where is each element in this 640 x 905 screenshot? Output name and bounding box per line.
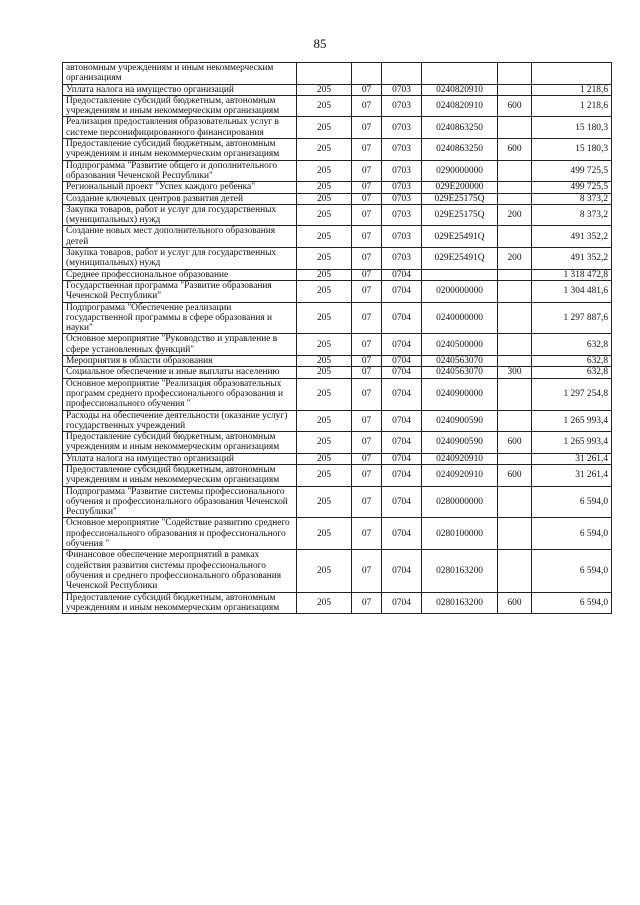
- cell-ministry-code: 205: [297, 95, 352, 117]
- cell-name: Социальное обеспечение и иные выплаты населению: [63, 367, 297, 378]
- cell-amount: 632,8: [532, 356, 612, 367]
- cell-amount: 632,8: [532, 367, 612, 378]
- cell-name: Подпрограмма "Развитие общего и дополнительного образования Чеченской Республики": [63, 160, 297, 182]
- cell-section: 07: [352, 518, 382, 550]
- cell-expense-type: [498, 280, 532, 302]
- cell-ministry-code: 205: [297, 160, 352, 182]
- cell-ministry-code: 205: [297, 248, 352, 270]
- budget-table: [62, 62, 612, 614]
- cell-section: 07: [352, 453, 382, 464]
- cell-amount: 31 261,4: [532, 453, 612, 464]
- cell-expense-type: [498, 160, 532, 182]
- cell-expense-type: [498, 226, 532, 248]
- cell-amount: 1 218,6: [532, 84, 612, 95]
- cell-expense-type: [498, 302, 532, 334]
- cell-target-article: 0240563070: [422, 367, 498, 378]
- cell-name: Предоставление субсидий бюджетным, автономным учреждениям и иным некоммерческим организациям: [63, 432, 297, 454]
- table-row: [63, 160, 612, 182]
- cell-target-article: 0240500000: [422, 334, 498, 356]
- cell-section: 07: [352, 356, 382, 367]
- cell-section: 07: [352, 302, 382, 334]
- table-row: [63, 367, 612, 378]
- cell-name: Подпрограмма "Развитие системы профессионального обучения и профессионального образования Чеченской Республики": [63, 486, 297, 518]
- cell-ministry-code: 205: [297, 193, 352, 204]
- cell-target-article: 029E25175Q: [422, 193, 498, 204]
- table-row: [63, 248, 612, 270]
- cell-expense-type: 300: [498, 367, 532, 378]
- cell-section: 07: [352, 204, 382, 226]
- cell-section: 07: [352, 280, 382, 302]
- cell-expense-type: [498, 182, 532, 193]
- cell-expense-type: [498, 269, 532, 280]
- cell-target-article: [422, 269, 498, 280]
- cell-expense-type: 600: [498, 432, 532, 454]
- cell-ministry-code: 205: [297, 464, 352, 486]
- cell-target-article: 0240863250: [422, 117, 498, 139]
- cell-subsection: 0704: [382, 269, 422, 280]
- cell-expense-type: [498, 453, 532, 464]
- cell-name: Предоставление субсидий бюджетным, автономным учреждениям и иным некоммерческим организациям: [63, 592, 297, 614]
- cell-target-article: 0240563070: [422, 356, 498, 367]
- cell-subsection: 0703: [382, 248, 422, 270]
- table-row: [63, 302, 612, 334]
- cell-section: [352, 63, 382, 85]
- cell-subsection: 0703: [382, 84, 422, 95]
- cell-target-article: 0240900000: [422, 378, 498, 410]
- cell-section: 07: [352, 334, 382, 356]
- table-row: [63, 269, 612, 280]
- cell-expense-type: [498, 117, 532, 139]
- cell-section: 07: [352, 226, 382, 248]
- cell-subsection: 0704: [382, 302, 422, 334]
- cell-name: Создание новых мест дополнительного образования детей: [63, 226, 297, 248]
- cell-ministry-code: 205: [297, 84, 352, 95]
- cell-amount: 8 373,2: [532, 193, 612, 204]
- cell-name: Предоставление субсидий бюджетным, автономным учреждениям и иным некоммерческим организациям: [63, 139, 297, 161]
- cell-section: 07: [352, 410, 382, 432]
- cell-amount: 1 297 254,8: [532, 378, 612, 410]
- cell-ministry-code: 205: [297, 334, 352, 356]
- cell-ministry-code: 205: [297, 302, 352, 334]
- cell-target-article: 0280000000: [422, 486, 498, 518]
- table-body: [63, 63, 612, 614]
- cell-target-article: 0240820910: [422, 95, 498, 117]
- table-row: [63, 95, 612, 117]
- cell-name: Закупка товаров, работ и услуг для государственных (муниципальных) нужд: [63, 204, 297, 226]
- cell-amount: 6 594,0: [532, 486, 612, 518]
- cell-expense-type: 600: [498, 139, 532, 161]
- cell-name: Среднее профессиональное образование: [63, 269, 297, 280]
- cell-expense-type: [498, 84, 532, 95]
- table-row: [63, 378, 612, 410]
- cell-ministry-code: 205: [297, 550, 352, 592]
- cell-section: 07: [352, 367, 382, 378]
- cell-name: Основное мероприятие "Реализация образовательных программ среднего профессионального образования и профессионального обучения ": [63, 378, 297, 410]
- cell-subsection: 0704: [382, 367, 422, 378]
- table-row: [63, 486, 612, 518]
- cell-target-article: 0240900590: [422, 432, 498, 454]
- cell-subsection: 0704: [382, 550, 422, 592]
- cell-amount: [532, 63, 612, 85]
- cell-section: 07: [352, 182, 382, 193]
- cell-subsection: 0703: [382, 193, 422, 204]
- cell-amount: 1 304 481,6: [532, 280, 612, 302]
- cell-subsection: 0704: [382, 432, 422, 454]
- cell-ministry-code: 205: [297, 367, 352, 378]
- cell-name: Расходы на обеспечение деятельности (оказание услуг) государственных учреждений: [63, 410, 297, 432]
- cell-target-article: 0280163200: [422, 550, 498, 592]
- cell-amount: 491 352,2: [532, 248, 612, 270]
- cell-expense-type: [498, 378, 532, 410]
- cell-expense-type: [498, 356, 532, 367]
- cell-section: 07: [352, 193, 382, 204]
- cell-subsection: 0704: [382, 356, 422, 367]
- cell-expense-type: 200: [498, 248, 532, 270]
- cell-amount: 15 180,3: [532, 139, 612, 161]
- cell-subsection: 0704: [382, 486, 422, 518]
- cell-subsection: 0704: [382, 518, 422, 550]
- cell-ministry-code: 205: [297, 356, 352, 367]
- cell-name: Государственная программа "Развитие образования Чеченской Республики": [63, 280, 297, 302]
- table-row: [63, 182, 612, 193]
- cell-subsection: 0704: [382, 592, 422, 614]
- cell-target-article: 0280163200: [422, 592, 498, 614]
- table-row: [63, 592, 612, 614]
- cell-ministry-code: 205: [297, 269, 352, 280]
- cell-target-article: 029E25491Q: [422, 248, 498, 270]
- cell-target-article: 0240863250: [422, 139, 498, 161]
- table-row: [63, 139, 612, 161]
- cell-ministry-code: 205: [297, 518, 352, 550]
- cell-section: 07: [352, 117, 382, 139]
- cell-expense-type: 600: [498, 464, 532, 486]
- cell-target-article: 029E200000: [422, 182, 498, 193]
- cell-amount: 31 261,4: [532, 464, 612, 486]
- cell-section: 07: [352, 464, 382, 486]
- table-row: [63, 63, 612, 85]
- cell-name: автономным учреждениям и иным некоммерческим организациям: [63, 63, 297, 85]
- cell-name: Уплата налога на имущество организаций: [63, 453, 297, 464]
- cell-target-article: 0240900590: [422, 410, 498, 432]
- cell-expense-type: [498, 193, 532, 204]
- table-row: [63, 518, 612, 550]
- cell-ministry-code: 205: [297, 182, 352, 193]
- cell-subsection: 0703: [382, 226, 422, 248]
- cell-amount: 1 265 993,4: [532, 432, 612, 454]
- cell-amount: 6 594,0: [532, 518, 612, 550]
- table-row: [63, 432, 612, 454]
- cell-expense-type: 600: [498, 592, 532, 614]
- cell-target-article: 0200000000: [422, 280, 498, 302]
- cell-expense-type: [498, 486, 532, 518]
- cell-ministry-code: 205: [297, 204, 352, 226]
- cell-amount: 632,8: [532, 334, 612, 356]
- cell-amount: 6 594,0: [532, 550, 612, 592]
- table-row: [63, 410, 612, 432]
- cell-subsection: 0704: [382, 280, 422, 302]
- cell-target-article: 029E25491Q: [422, 226, 498, 248]
- cell-ministry-code: 205: [297, 226, 352, 248]
- cell-ministry-code: 205: [297, 280, 352, 302]
- cell-section: 07: [352, 84, 382, 95]
- cell-name: Основное мероприятие "Руководство и управление в сфере установленных функций": [63, 334, 297, 356]
- cell-amount: 15 180,3: [532, 117, 612, 139]
- cell-ministry-code: 205: [297, 139, 352, 161]
- cell-ministry-code: 205: [297, 432, 352, 454]
- cell-name: Мероприятия в области образования: [63, 356, 297, 367]
- cell-expense-type: [498, 550, 532, 592]
- cell-section: 07: [352, 248, 382, 270]
- table-row: [63, 117, 612, 139]
- cell-expense-type: [498, 63, 532, 85]
- cell-section: 07: [352, 592, 382, 614]
- cell-amount: 1 218,6: [532, 95, 612, 117]
- cell-amount: 1 297 887,6: [532, 302, 612, 334]
- table-row: [63, 453, 612, 464]
- cell-subsection: 0703: [382, 182, 422, 193]
- cell-ministry-code: 205: [297, 592, 352, 614]
- cell-section: 07: [352, 432, 382, 454]
- cell-target-article: 029E25175Q: [422, 204, 498, 226]
- cell-expense-type: [498, 410, 532, 432]
- cell-section: 07: [352, 160, 382, 182]
- cell-subsection: 0703: [382, 160, 422, 182]
- table-row: [63, 334, 612, 356]
- cell-expense-type: 200: [498, 204, 532, 226]
- cell-name: Подпрограмма "Обеспечение реализации государственной программы в сфере образования и науки": [63, 302, 297, 334]
- cell-name: Основное мероприятие "Содействие развитию среднего профессионального образования и профессионального обучения ": [63, 518, 297, 550]
- cell-target-article: 0240920910: [422, 453, 498, 464]
- cell-expense-type: [498, 518, 532, 550]
- cell-amount: 491 352,2: [532, 226, 612, 248]
- cell-name: Создание ключевых центров развития детей: [63, 193, 297, 204]
- cell-ministry-code: 205: [297, 378, 352, 410]
- cell-ministry-code: 205: [297, 410, 352, 432]
- cell-name: Уплата налога на имущество организаций: [63, 84, 297, 95]
- cell-target-article: 0290000000: [422, 160, 498, 182]
- cell-expense-type: 600: [498, 95, 532, 117]
- cell-name: Региональный проект "Успех каждого ребенка": [63, 182, 297, 193]
- table-row: [63, 280, 612, 302]
- page-number: 85: [313, 36, 327, 51]
- cell-amount: 499 725,5: [532, 182, 612, 193]
- cell-amount: 499 725,5: [532, 160, 612, 182]
- cell-amount: 1 265 993,4: [532, 410, 612, 432]
- cell-name: Предоставление субсидий бюджетным, автономным учреждениям и иным некоммерческим организациям: [63, 464, 297, 486]
- cell-subsection: 0703: [382, 204, 422, 226]
- table-row: [63, 226, 612, 248]
- cell-amount: 6 594,0: [532, 592, 612, 614]
- cell-subsection: 0703: [382, 117, 422, 139]
- cell-ministry-code: [297, 63, 352, 85]
- cell-section: 07: [352, 139, 382, 161]
- table-row: [63, 84, 612, 95]
- cell-subsection: 0704: [382, 453, 422, 464]
- cell-amount: 8 373,2: [532, 204, 612, 226]
- table-row: [63, 550, 612, 592]
- cell-ministry-code: 205: [297, 486, 352, 518]
- table-row: [63, 356, 612, 367]
- cell-name: Финансовое обеспечение мероприятий в рамках содействия развития системы профессионального обучения и среднего профессионального образования Чеченской Республики: [63, 550, 297, 592]
- cell-target-article: 0240920910: [422, 464, 498, 486]
- cell-section: 07: [352, 95, 382, 117]
- cell-subsection: 0704: [382, 378, 422, 410]
- table-row: [63, 204, 612, 226]
- cell-amount: 1 318 472,8: [532, 269, 612, 280]
- cell-target-article: 0280100000: [422, 518, 498, 550]
- cell-subsection: [382, 63, 422, 85]
- cell-name: Закупка товаров, работ и услуг для государственных (муниципальных) нужд: [63, 248, 297, 270]
- cell-target-article: 0240000000: [422, 302, 498, 334]
- cell-section: 07: [352, 378, 382, 410]
- cell-section: 07: [352, 486, 382, 518]
- cell-ministry-code: 205: [297, 453, 352, 464]
- cell-name: Реализация предоставления образовательных услуг в системе персонифицированного финансирования: [63, 117, 297, 139]
- cell-subsection: 0704: [382, 464, 422, 486]
- table-row: [63, 193, 612, 204]
- table-row: [63, 464, 612, 486]
- cell-section: 07: [352, 269, 382, 280]
- cell-target-article: [422, 63, 498, 85]
- cell-subsection: 0704: [382, 410, 422, 432]
- cell-target-article: 0240820910: [422, 84, 498, 95]
- cell-expense-type: [498, 334, 532, 356]
- cell-ministry-code: 205: [297, 117, 352, 139]
- cell-subsection: 0703: [382, 95, 422, 117]
- cell-name: Предоставление субсидий бюджетным, автономным учреждениям и иным некоммерческим организациям: [63, 95, 297, 117]
- cell-subsection: 0703: [382, 139, 422, 161]
- cell-subsection: 0704: [382, 334, 422, 356]
- cell-section: 07: [352, 550, 382, 592]
